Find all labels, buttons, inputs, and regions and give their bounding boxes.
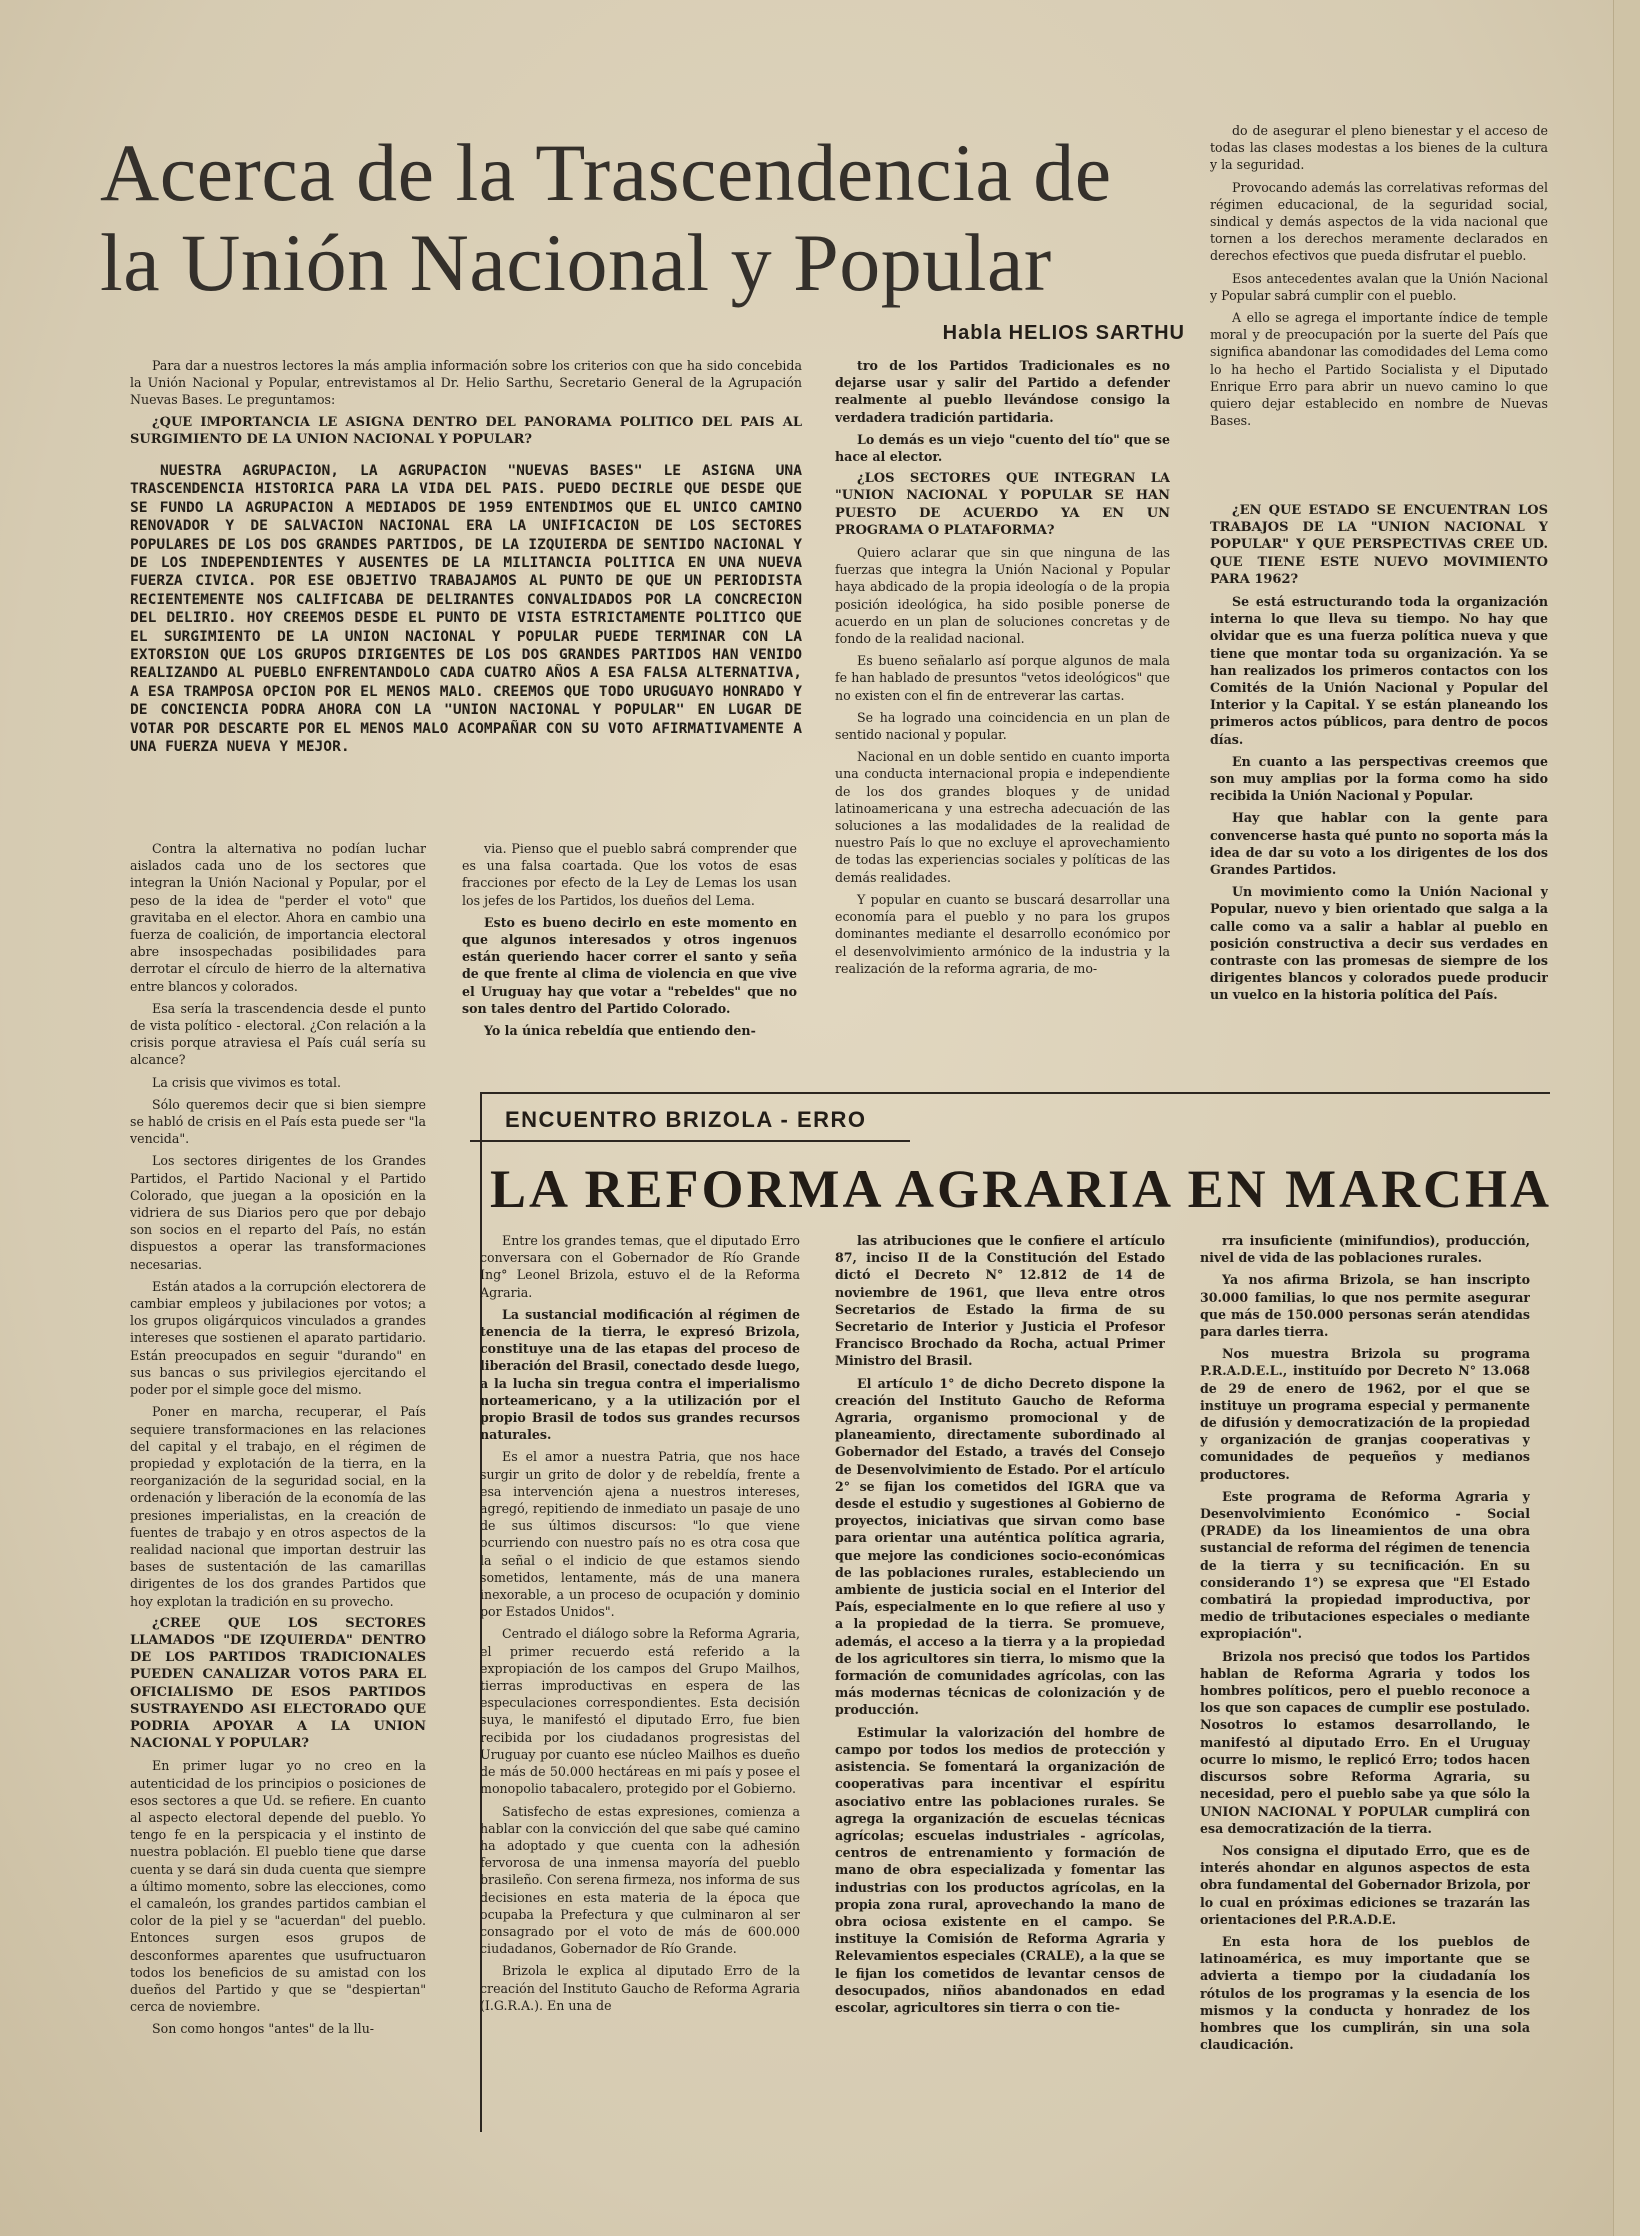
article2-column-3 xyxy=(1200,1232,1530,2120)
paragraph: Entre los grandes temas, que el diputado Erro conversara con el Gobernador de Río Grande Ing° Leonel Brizola, estuvo el de la Reforma Agraria. xyxy=(480,1233,800,1300)
paragraph: Contra la alternativa no podían luchar aislados cada uno de los sectores que integran la Unión Nacional y Popular, por el peso de la idea de "perder el voto" que gravitaba en el elector. Ahora en cambio una fuerza de coalición, de importancia electoral abre insospechadas posibilidades para derrotar el círculo de hierro de la alternativa entre blancos y colorados. xyxy=(130,841,426,994)
paragraph: En esta hora de los pueblos de latinoamérica, es muy importante que se advierta a tiempo por la ciudadanía los rótulos de los programas y la esencia de los mismos y la conducta y honradez de los hombres que los cumplirán, sin una sola claudicación. xyxy=(1200,1933,1530,2053)
article2-column-2 xyxy=(835,1232,1165,2120)
column-4 xyxy=(1210,502,1548,1057)
byline: Habla HELIOS SARTHU xyxy=(942,322,1185,344)
column-2 xyxy=(462,840,797,1062)
column-3 xyxy=(835,357,1170,1057)
paragraph: Esa sería la trascendencia desde el punto de vista político - electoral. ¿Con relación a la crisis porque atraviesa el País cuál sería su alcance? xyxy=(130,1000,426,1068)
paragraph: La sustancial modificación al régimen de tenencia de la tierra, le expresó Brizola, constituye una de las etapas del proceso de liberación del Brasil, conectado desde luego, a la lucha sin tregua contra el imperialismo norteamericano, y a la utilización por el propio Brasil de todos sus grandes recursos naturales. xyxy=(480,1306,800,1443)
paragraph: Brizola nos precisó que todos los Partidos hablan de Reforma Agraria y todos los hombres políticos, pero el pueblo reconoce a los que son capaces de cumplir ese postulado. Nosotros lo estamos desarrollando, le manifestó al diputado Erro. En el Uruguay ocurre lo mismo, le replicó Erro; todos hacen discursos sobre Reforma Agraria, su necesidad, pero el pueblo sabe ya que sólo la UNION NACIONAL Y POPULAR cumplirá con esa democratización de la tierra. xyxy=(1200,1648,1530,1836)
paragraph: Se está estructurando toda la organización interna lo que lleva su tiempo. No hay que olvidar que es una fuerza política nueva y que tiene que montar toda su organización. Ya se han realizados los primeros contactos con los Comités de la Unión Nacional y Popular del Interior y la Capital. Y se están planeando los primeros actos públicos, para dentro de pocos días. xyxy=(1210,594,1548,747)
paragraph: do de asegurar el pleno bienestar y el acceso de todas las clases modestas a los bienes de la cultura y la seguridad. xyxy=(1210,123,1548,173)
paragraph: Es el amor a nuestra Patria, que nos hace surgir un grito de dolor y de rebeldía, frente a esa intervención ajena a nuestros intereses, agregó, repitiendo de inmediato un pasaje de uno de sus últimos discursos: "lo que viene ocurriendo con nuestro país no es otra cosa que la señal o el indicio de que estamos siendo sometidos, lentamente, más de una manera inexorable, a un proceso de ocupación y dominio por Estados Unidos". xyxy=(480,1449,800,1620)
paragraph: Quiero aclarar que sin que ninguna de las fuerzas que integra la Unión Nacional y Popular haya abdicado de la propia ideología o de la propia posición ideológica, ha sido posible ponerse de acuerdo en un plan de soluciones concretas y de fondo de la realidad nacional. xyxy=(835,545,1170,647)
paragraph: Esto es bueno decirlo en este momento en que algunos interesados y otros ingenuos están queriendo hacer correr el santo y seña de que frente al clima de violencia en que vive el Uruguay hay que votar a "rebeldes" que no son tales dentro del Partido Colorado. xyxy=(462,914,797,1016)
answer-1: NUESTRA AGRUPACION, LA AGRUPACION "NUEVAS BASES" LE ASIGNA UNA TRASCENDENCIA HISTORICA PARA LA VIDA DEL PAIS. PUEDO DECIRLE QUE DESDE QUE SE FUNDO LA AGRUPACION A MEDIADOS DE 1959 ENTENDIMOS QUE EL UNICO CAMINO RENOVADOR Y DE SALVACION NACIONAL ERA LA UNIFICACION DE LOS SECTORES POPULARES DE LOS DOS GRANDES PARTIDOS, DE LA IZQUIERDA DE SENTIDO NACIONAL Y DE LOS INDEPENDIENTES Y AUSENTES DE LA MILITANCIA POLITICA EN UNA NUEVA FUERZA CIVICA. POR ESE OBJETIVO TRABAJAMOS AL PUNTO DE QUE UN PERIODISTA RECIENTEMENTE NOS CALIFICABA DE DELIRANTES CONVALIDADOS POR LA CONCRECION DEL DELIRIO. HOY CREEMOS DESDE EL PUNTO DE VISTA ESTRICTAMENTE POLITICO QUE EL SURGIMIENTO DE LA UNION NACIONAL Y POPULAR PUEDE TERMINAR CON LA EXTORSION QUE LOS GRUPOS DIRIGENTES DE LOS DOS GRANDES PARTIDOS HAN VENIDO REALIZANDO AL PUEBLO ENFRENTANDOLO CADA CUATRO AÑOS A ESA FALSA ALTERNATIVA, A ESA TRAMPOSA OPCION POR EL MENOS MALO. CREEMOS QUE TODO URUGUAYO HONRADO Y DE CONCIENCIA PODRA AHORA CON LA "UNION NACIONAL Y POPULAR" EN LUGAR DE VOTAR POR DESCARTE POR EL MENOS MALO ACOMPAÑAR CON SU VOTO AFIRMATIVAMENTE A UNA FUERZA NUEVA Y MEJOR. xyxy=(130,462,802,756)
paragraph: via. Pienso que el pueblo sabrá comprender que es una falsa coartada. Que los votos de esas fracciones por efecto de la Ley de Lemas los usan los jefes de los Partidos, los dueños del Lema. xyxy=(462,841,797,908)
page-edge xyxy=(1613,0,1640,2236)
paragraph: Nos muestra Brizola su programa P.R.A.D.E.L., instituído por Decreto N° 13.068 de 29 de enero de 1962, por el que se instituye un programa especial y permanente de difusión y democratización de la propiedad y organización de granjas cooperativas y comunidades de pequeños y medianos productores. xyxy=(1200,1346,1530,1482)
paragraph: En primer lugar yo no creo en la autenticidad de los principios o posiciones de esos sectores a que Ud. se refiere. En cuanto al aspecto electoral depende del pueblo. Yo tengo fe en la perspicacia y el instinto de nuestra población. El pueblo tiene que darse cuenta y se dará sin duda cuenta que siempre a último momento, sobre las elecciones, como el camaleón, los grandes partidos cambian el color de la piel y se "acuerdan" del pueblo. Entonces surgen esos grupos de desconformes aparentes que usufructuaron todos los beneficios de su amistad con los dueños del Partido y que se "despiertan" cerca de noviembre. xyxy=(130,1758,426,2015)
paragraph: Lo demás es un viejo "cuento del tío" que se hace al elector. xyxy=(835,431,1170,465)
question-3: ¿LOS SECTORES QUE INTEGRAN LA "UNION NACIONAL Y POPULAR SE HAN PUESTO DE ACUERDO YA EN UN PROGRAMA O PLATAFORMA? xyxy=(835,471,1170,538)
headline: Acerca de la Trascendencia de la Unión Nacional y Popular xyxy=(100,127,1112,308)
paragraph: Yo la única rebeldía que entiendo den- xyxy=(484,1023,756,1039)
paragraph: Nos consigna el diputado Erro, que es de interés ahondar en algunos aspectos de esta obra fundamental del Gobernador Brizola, por lo cual en próximas ediciones se trazarán las orientaciones del P.R.A.D.E. xyxy=(1200,1842,1530,1927)
paragraph: Brizola le explica al diputado Erro de la creación del Instituto Gaucho de Reforma Agraria (I.G.R.A.). En una de xyxy=(480,1963,800,2013)
paragraph: Están atados a la corrupción electorera de cambiar empleos y jubilaciones por votos; a los grupos oligárquicos vinculados a grandes intereses que sostienen el aparato partidario. Están preocupados en seguir "durando" en sus bancas o sus privilegios ejercitando el poder por el simple goce del mismo. xyxy=(130,1278,426,1398)
paragraph: Los sectores dirigentes de los Grandes Partidos, el Partido Nacional y el Partido Colorado, que juegan a la oposición en la vidriera de sus Diarios pero que por debajo son socios en el reparto del País, no están dispuestos a operar las transformaciones necesarias. xyxy=(130,1153,426,1272)
paragraph: Satisfecho de estas expresiones, comienza a hablar con la convicción del que sabe qué camino ha adoptado y que cuenta con la adhesión fervorosa de una inmensa mayoría del pueblo brasileño. Con serena firmeza, nos informa de sus decisiones en esta materia de la época que ocupaba la Prefectura y que culminaron al ser consagrado por el voto de más de 600.000 ciudadanos, Gobernador de Río Grande. xyxy=(480,1803,800,1957)
paragraph: Un movimiento como la Unión Nacional y Popular, nuevo y bien orientado que salga a la calle como va a salir a hablar al pueblo en posición constructiva a decir sus verdades en contraste con las promesas de siempre de los dirigentes blancos y colorados puede producir un vuelco en la historia política del País. xyxy=(1210,884,1548,1003)
column-top-right xyxy=(1210,122,1548,502)
paragraph: Son como hongos "antes" de la llu- xyxy=(152,2021,375,2037)
paragraph: las atribuciones que le confiere el artículo 87, inciso II de la Constitución del Estado dictó el Decreto N° 12.812 de 14 de noviembre de 1961, que lleva entre otros Secretarios de Estado la firma de su Secretario de Interior y Justicia el Profesor Francisco Brochado da Rocha, actual Primer Ministro del Brasil. xyxy=(835,1233,1165,1369)
column-1 xyxy=(130,840,426,2123)
paragraph: La crisis que vivimos es total. xyxy=(152,1074,341,1090)
kicker: ENCUENTRO BRIZOLA - ERRO xyxy=(505,1107,867,1132)
intro-paragraph: Para dar a nuestros lectores la más amplia información sobre los criterios con que ha sido concebida la Unión Nacional y Popular, entrevistamos al Dr. Helio Sarthu, Secretario General de la Agrupación Nuevas Bases. Le preguntamos: xyxy=(130,358,802,408)
paragraph: Ya nos afirma Brizola, se han inscripto 30.000 familias, lo que nos permite asegurar que más de 150.000 personas serán atendidas para darles tierra. xyxy=(1200,1272,1530,1340)
paragraph: Provocando además las correlativas reformas del régimen educacional, de la seguridad social, sindical y demás aspectos de la vida nacional que tornen a los derechos meramente declarados en derechos efectivos que pueda disfrutar el pueblo. xyxy=(1210,179,1548,264)
box-top-rule xyxy=(480,1092,1550,1094)
paragraph: Este programa de Reforma Agraria y Desenvolvimiento Económico - Social (PRADE) da los lineamientos de una obra sustancial de reforma del régimen de tenencia de la tierra y su tecnificación. En su considerando 1°) se expresa que "El Estado combatirá la propiedad improductiva, por medio de tributaciones especiales o mediante expropiación". xyxy=(1200,1488,1530,1642)
question-2: ¿CREE QUE LOS SECTORES LLAMADOS "DE IZQUIERDA" DENTRO DE LOS PARTIDOS TRADICIONALES PUEDEN CANALIZAR VOTOS PARA EL OFICIALISMO DE ESOS PARTIDOS SUSTRAYENDO ASI ELECTORADO QUE PODRIA APOYAR A LA UNION NACIONAL Y POPULAR? xyxy=(130,1615,426,1752)
paragraph: Se ha logrado una coincidencia en un plan de sentido nacional y popular. xyxy=(835,709,1170,743)
paragraph: En cuanto a las perspectivas creemos que son muy amplias por la forma como ha sido recibida la Unión Nacional y Popular. xyxy=(1210,753,1548,804)
paragraph: Poner en marcha, recuperar, el País sequiere transformaciones en las relaciones del capital y el trabajo, en el régimen de propiedad y explotación de la tierra, en la reorganización de la seguridad social, en la ordenación y liberación de la economía de las presiones imperialistas, en la creación de fuentes de trabajo y en otros aspectos de la realidad nacional que importan destruir las bases de sustentación de las camarillas dirigentes de los dos grandes Partidos que hoy explotan la tradición en su provecho. xyxy=(130,1404,426,1609)
paragraph: Nacional en un doble sentido en cuanto importa una conducta internacional propia e independiente de los dos grandes bloques y de unidad latinoamericana y una estrecha adecuación de las soluciones a las modalidades de la realidad de nuestro País lo que no excluye el aprovechamiento de todas las experiencias sociales y políticas de las demás realidades. xyxy=(835,749,1170,885)
answer-1-block xyxy=(130,462,802,840)
paragraph: Centrado el diálogo sobre la Reforma Agraria, el primer recuerdo está referido a la expropiación de los campos del Grupo Mailhos, tierras improductivas en espera de las especulaciones correspondientes. Esta decisión suya, le manifestó el diputado Erro, fue bien recibida por los ciudadanos progresistas del Uruguay por cuanto ese núcleo Mailhos es dueño de más de 50.000 hectáreas en mi país y posee el monopolio tabacalero, protegido por el Gobierno. xyxy=(480,1626,800,1797)
kicker-rule xyxy=(470,1140,910,1142)
paragraph: Es bueno señalarlo así porque algunos de mala fe han hablado de presuntos "vetos ideológicos" que no existen con el fin de entreverar las cartas. xyxy=(835,653,1170,703)
paragraph: Hay que hablar con la gente para convencerse hasta qué punto no soporta más la idea de dar su voto a los dirigentes de los dos Grandes Partidos. xyxy=(1210,810,1548,878)
paragraph: Y popular en cuanto se buscará desarrollar una economía para el pueblo y no para los grupos dominantes mediante el desarrollo económico por el desenvolvimiento armónico de la industria y la realización de la reforma agraria, de mo- xyxy=(835,891,1170,976)
paragraph: Esos antecedentes avalan que la Unión Nacional y Popular sabrá cumplir con el pueblo. xyxy=(1210,270,1548,303)
paragraph: Sólo queremos decir que si bien siempre se habló de crisis en el País esta puede ser "la vencida". xyxy=(130,1096,426,1147)
headline-reforma-agraria: LA REFORMA AGRARIA EN MARCHA xyxy=(490,1159,1553,1219)
article2-column-1 xyxy=(480,1232,800,2120)
paragraph: Estimular la valorización del hombre de campo por todos los medios de protección y asistencia. Se fomentará la organización de cooperativas para incentivar el espíritu asociativo entre las poblaciones rurales. Se agrega la organización de escuelas técnicas agrícolas; escuelas industriales - agrícolas, centros de entrenamiento y formación de mano de obra especializada y fomentar las industrias con los productos agrícolas, en la propia zona rural, aprovechando la mano de obra ociosa existente en el campo. Se instituye la Comisión de Reforma Agraria y Relevamientos especiales (CRALE), a la que se le fijan los cometidos de levantar censos de desocupados, niños abandonados en edad escolar, agricultores sin tierra o con tie- xyxy=(835,1724,1165,2015)
paragraph: El artículo 1° de dicho Decreto dispone la creación del Instituto Gaucho de Reforma Agraria, organismo promocional y de planeamiento, directamente subordinado al Gobernador del Estado, a través del Consejo de Desenvolvimiento de Estado. Por el artículo 2° se fijan los cometidos del IGRA que va desde el estudio y sugestiones al Gobierno de proyectos, iniciativas que sirvan como base para orientar una auténtica política agraria, que mejore las condiciones socio-económicas de las poblaciones rurales, estableciendo un ambiente de justicia social en el Interior del País, especialmente en lo que refiere al uso y a la propiedad de la tierra. Se promueve, además, el acceso a la tierra y a la propiedad de los agricultores sin tierra, lo mismo que la formación de comunidades agrícolas, con las más modernas técnicas de colonización y de producción. xyxy=(835,1375,1165,1718)
paragraph: rra insuficiente (minifundios), producción, nivel de vida de las poblaciones rurales. xyxy=(1200,1233,1530,1266)
question-1: ¿QUE IMPORTANCIA LE ASIGNA DENTRO DEL PANORAMA POLITICO DEL PAIS AL SURGIMIENTO DE LA UNION NACIONAL Y POPULAR? xyxy=(130,414,802,447)
question-4: ¿EN QUE ESTADO SE ENCUENTRAN LOS TRABAJOS DE LA "UNION NACIONAL Y POPULAR" Y QUE PERSPECTIVAS CREE UD. QUE TIENE ESTE NUEVO MOVIMIENTO PARA 1962? xyxy=(1210,503,1548,587)
intro-block xyxy=(130,357,802,465)
paragraph: A ello se agrega el importante índice de temple moral y de preocupación por la suerte del País que significa abandonar las comodidades del Lema como lo ha hecho el Partido Socialista y el Diputado Enrique Erro para abrir un nuevo camino lo que quiero dejar establecido en nombre de Nuevas Bases. xyxy=(1210,310,1548,429)
paragraph: tro de los Partidos Tradicionales es no dejarse usar y salir del Partido a defender realmente al pueblo llevándose consigo la verdadera tradición partidaria. xyxy=(835,358,1170,425)
